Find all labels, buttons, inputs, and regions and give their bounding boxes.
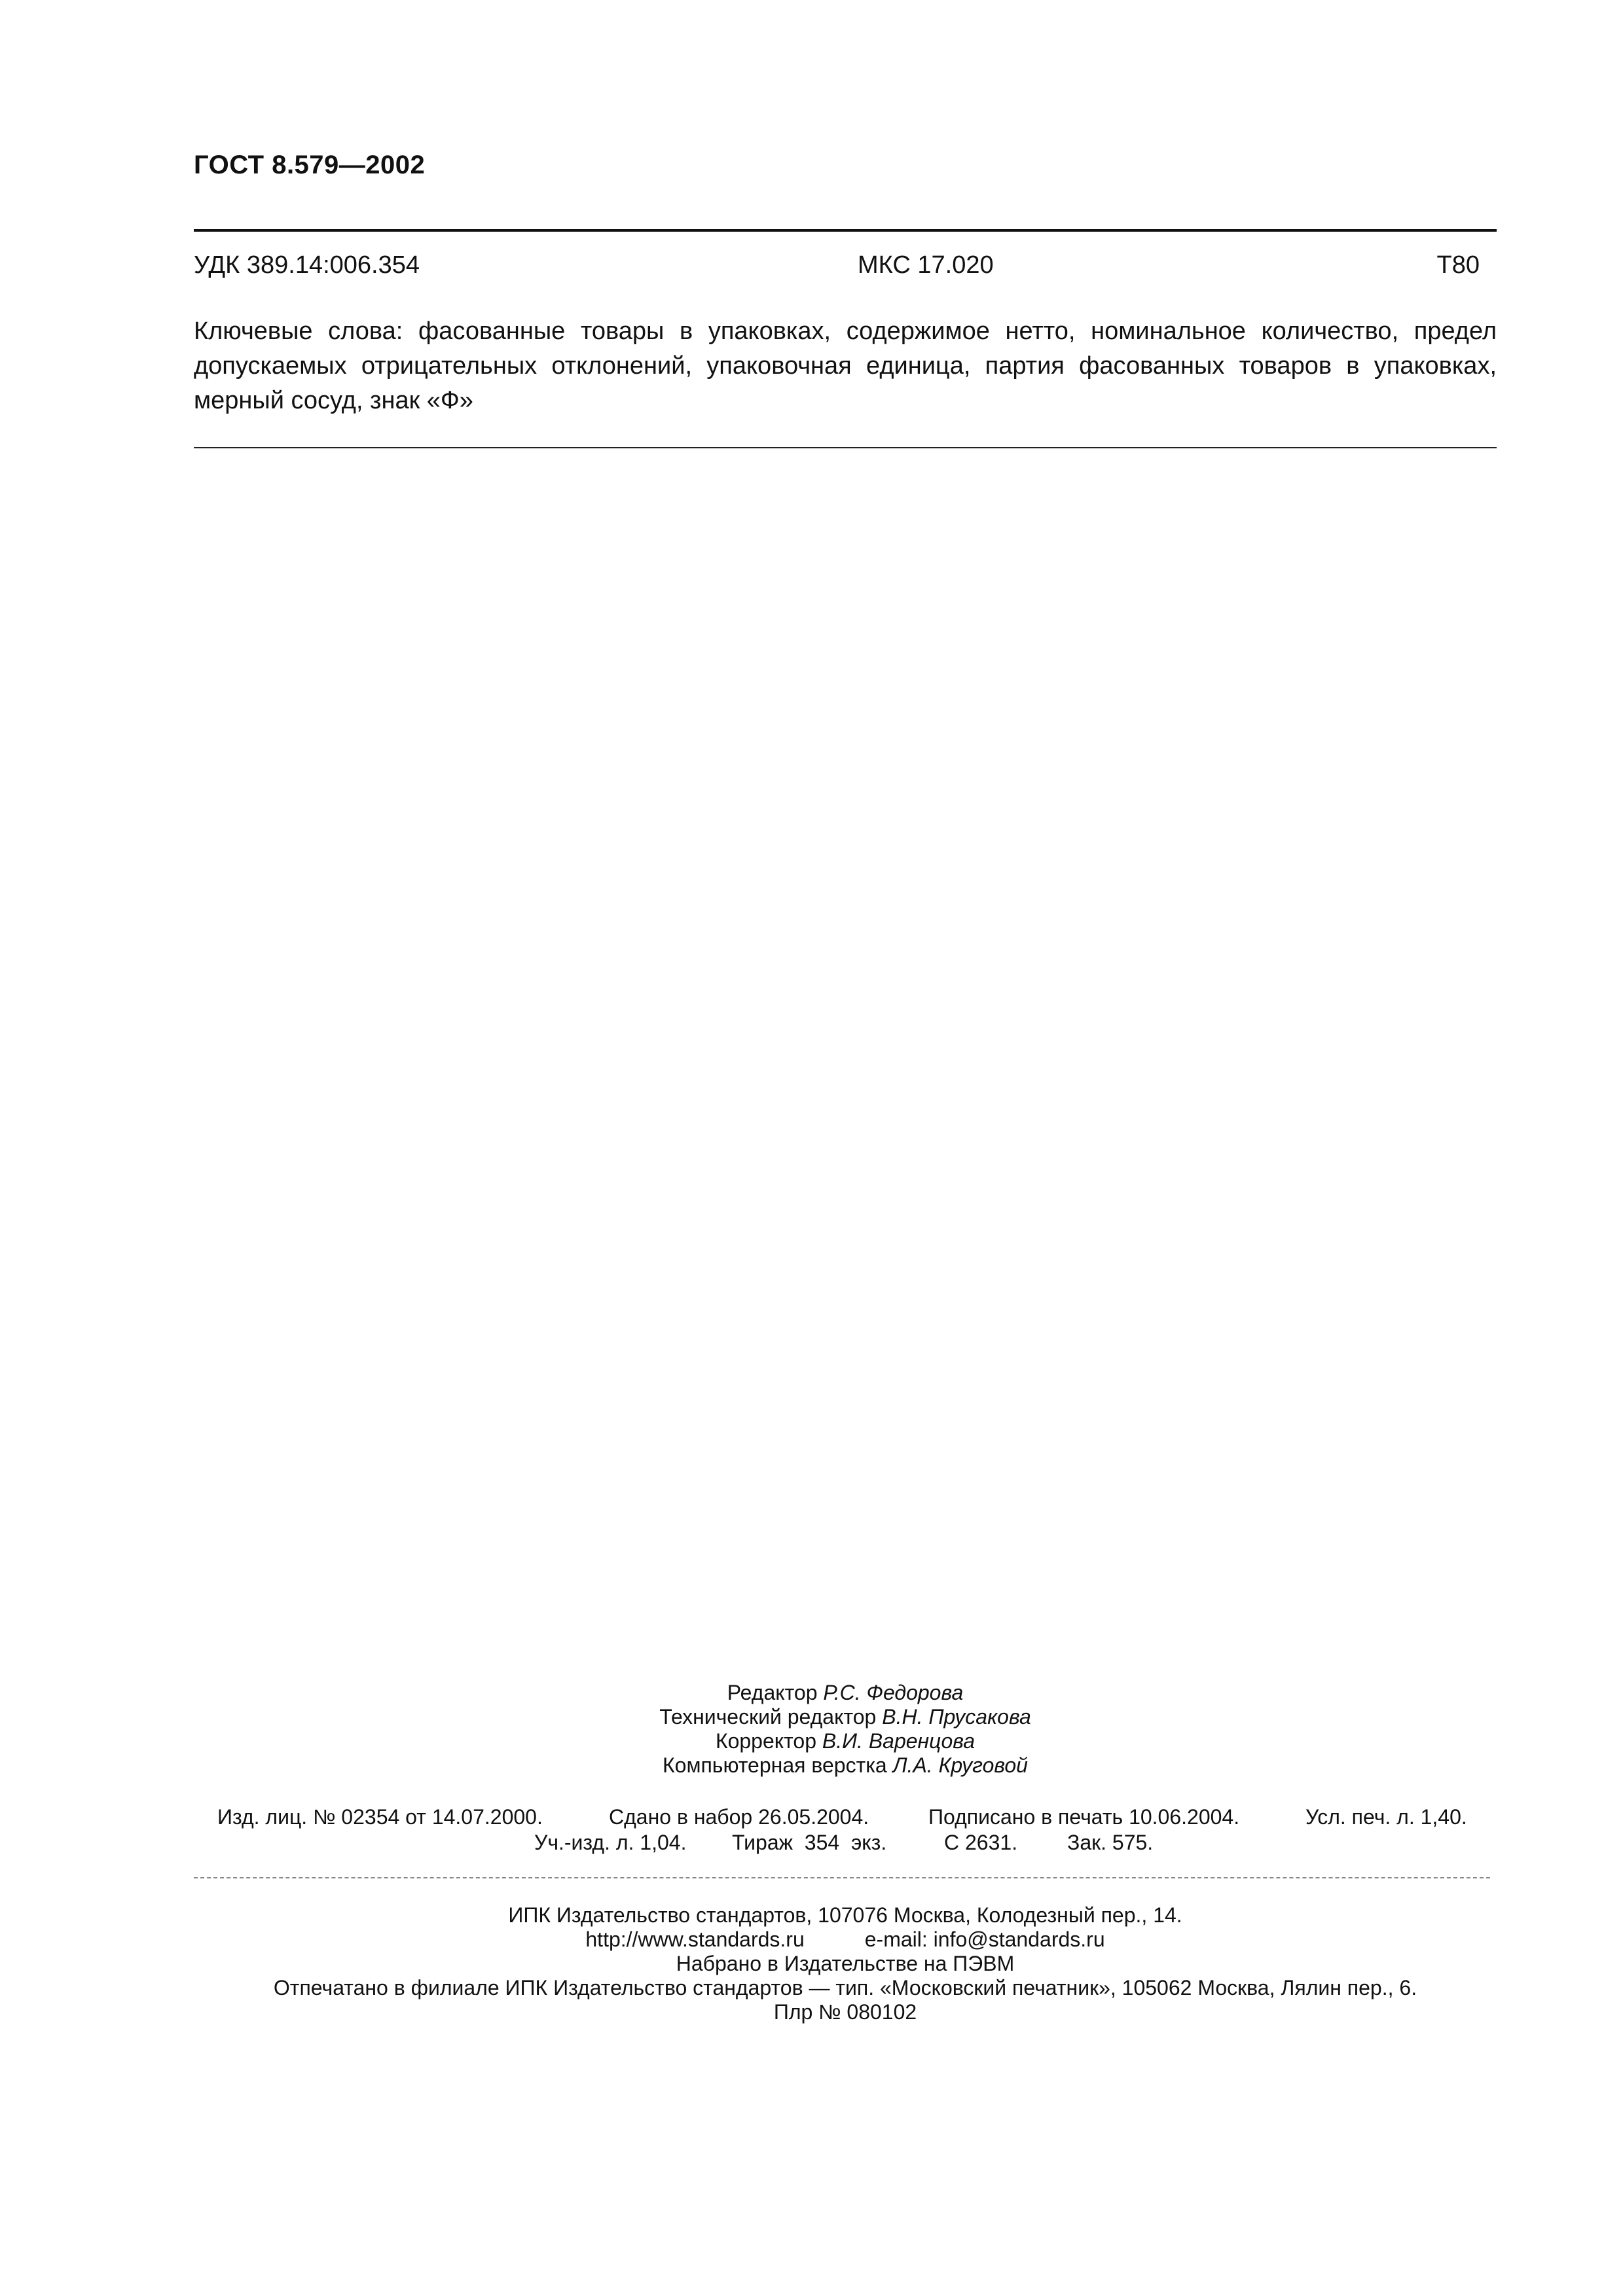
credit-name: В.И. Варенцова <box>822 1729 976 1753</box>
plr-number: Плр № 080102 <box>773 2000 917 2024</box>
imprint-print-sheets: Усл. печ. л. 1,40. <box>1305 1805 1467 1829</box>
imprint-order: Зак. 575. <box>1067 1831 1154 1854</box>
credit-editor <box>194 1681 1497 1705</box>
imprint-print-run: Тираж 354 экз. <box>732 1831 887 1854</box>
credits-block <box>194 1681 1497 1778</box>
credit-name: Р.С. Федорова <box>823 1681 964 1704</box>
standard-code: ГОСТ 8.579—2002 <box>194 151 426 179</box>
credit-role: Корректор <box>715 1729 817 1753</box>
credit-tech-editor <box>194 1705 1497 1729</box>
credit-role: Редактор <box>727 1681 818 1704</box>
imprint-pub-sheets: Уч.-изд. л. 1,04. <box>534 1831 687 1854</box>
publisher-website-link[interactable]: http://www.standards.ru <box>585 1928 805 1951</box>
imprint-license: Изд. лиц. № 02354 от 14.07.2000. <box>217 1805 543 1829</box>
keywords-paragraph: Ключевые слова: фасованные товары в упаковках, содержимое нетто, номинальное количество, предел допускаемых отрицательных отклонений, упаковочная единица, партия фасованных товаров в упаковках, мерный сосуд, знак «Ф» <box>194 317 1497 414</box>
credit-layout <box>194 1753 1497 1778</box>
header-rule <box>194 229 1497 232</box>
imprint-signed-date: Подписано в печать 10.06.2004. <box>928 1805 1240 1829</box>
publisher-address: ИПК Издательство стандартов, 107076 Москва, Колодезный пер., 14. <box>508 1903 1182 1927</box>
publisher-contacts <box>194 1928 1497 1952</box>
credit-name: В.Н. Прусакова <box>882 1705 1031 1729</box>
group-code: Т80 <box>1436 251 1480 279</box>
typeset-note: Набрано в Издательстве на ПЭВМ <box>676 1952 1015 1975</box>
printed-note: Отпечатано в филиале ИПК Издательство стандартов — тип. «Московский печатник», 105062 Москва, Лялин пер., 6. <box>273 1976 1417 2000</box>
keywords-rule <box>194 447 1497 448</box>
udk-code: УДК 389.14:006.354 <box>194 251 420 279</box>
publisher-block <box>194 1903 1497 2024</box>
publisher-email-link[interactable]: e-mail: info@standards.ru <box>864 1928 1105 1951</box>
mks-code: МКС 17.020 <box>858 251 994 279</box>
credit-name: Л.А. Круговой <box>892 1753 1028 1777</box>
credit-proofreader <box>194 1729 1497 1753</box>
imprint-divider <box>194 1877 1490 1878</box>
imprint-c-code: С 2631. <box>944 1831 1018 1854</box>
credit-role: Технический редактор <box>659 1705 877 1729</box>
imprint-typeset-date: Сдано в набор 26.05.2004. <box>609 1805 869 1829</box>
credit-role: Компьютерная верстка <box>663 1753 887 1777</box>
